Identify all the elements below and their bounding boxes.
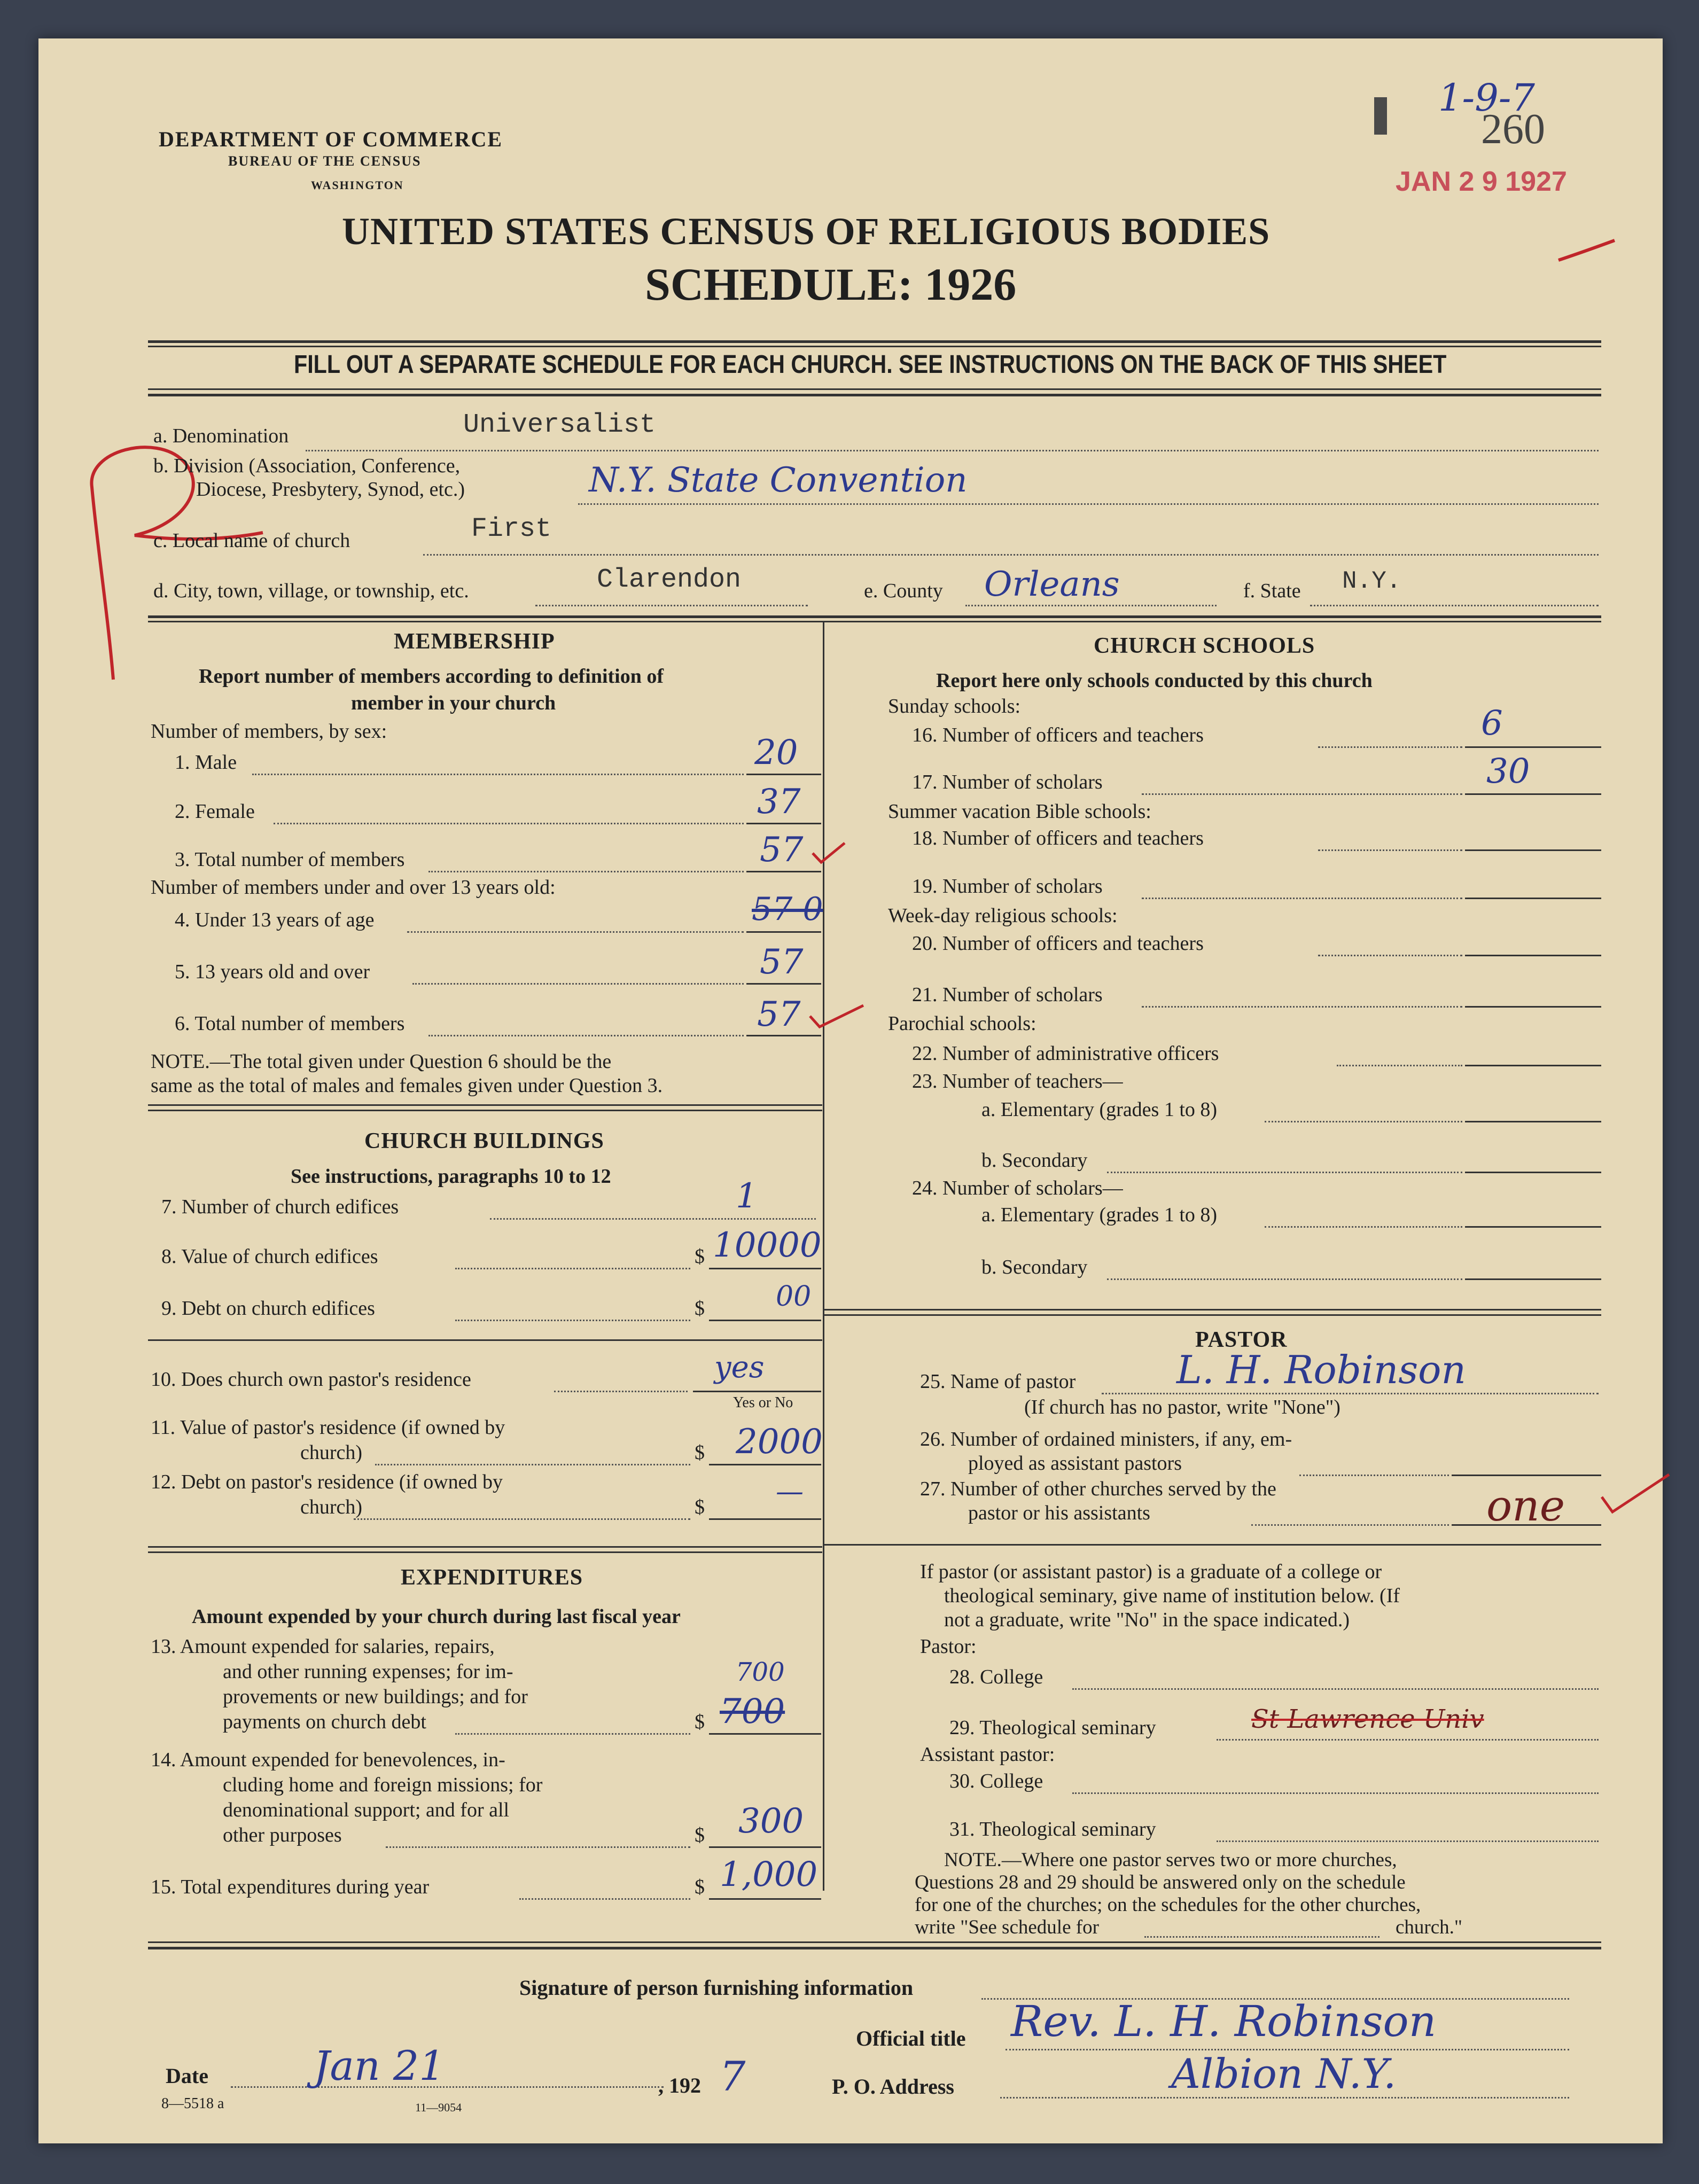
pastor-note-1: NOTE.—Where one pastor serves two or more churches,	[944, 1849, 1397, 1871]
q23a-label: a. Elementary (grades 1 to 8)	[981, 1098, 1218, 1121]
membership-sub-1: Report number of members according to definition of	[199, 665, 664, 688]
q31-label: 31. Theological seminary	[949, 1818, 1156, 1840]
q16-answer: 6	[1481, 704, 1503, 743]
division-value: N.Y. State Convention	[589, 461, 968, 500]
q18-label: 18. Number of officers and teachers	[912, 827, 1204, 849]
city-label: d. City, town, village, or township, etc.	[153, 580, 469, 602]
q23b-label: b. Secondary	[981, 1149, 1088, 1172]
q25-note: (If church has no pastor, write "None")	[1024, 1396, 1341, 1418]
q15-label: 15. Total expenditures during year	[151, 1876, 430, 1898]
q27-label-1: 27. Number of other churches served by the	[920, 1478, 1276, 1500]
by-sex-label: Number of members, by sex:	[151, 720, 387, 743]
date-label: Date	[166, 2064, 208, 2088]
official-title-value: Rev. L. H. Robinson	[1011, 1996, 1437, 2046]
q27-answer: one	[1486, 1481, 1565, 1531]
po-address-value: Albion N.Y.	[1171, 2050, 1397, 2097]
q8-dollar: $	[695, 1245, 705, 1268]
buildings-heading: CHURCH BUILDINGS	[364, 1129, 604, 1153]
q22-label: 22. Number of administrative officers	[912, 1042, 1219, 1065]
year-digit: 7	[720, 2053, 746, 2100]
schools-heading: CHURCH SCHOOLS	[1094, 634, 1315, 658]
membership-sub-2: member in your church	[351, 692, 556, 714]
q26-label-1: 26. Number of ordained ministers, if any, em-	[920, 1428, 1292, 1450]
q24-label: 24. Number of scholars—	[912, 1177, 1123, 1199]
graduate-note-3: not a graduate, write "No" in the space indicated.)	[944, 1609, 1350, 1631]
q12-label-1: 12. Debt on pastor's residence (if owned by	[151, 1471, 503, 1493]
q7-answer: 1	[736, 1176, 758, 1216]
q12-label-2: church)	[300, 1496, 363, 1518]
denomination-value: Universalist	[463, 410, 656, 440]
q29-label: 29. Theological seminary	[949, 1717, 1156, 1739]
q13-label-3: provements or new buildings; and for	[223, 1686, 528, 1708]
weekday-schools-label: Week-day religious schools:	[888, 904, 1118, 927]
q26-label-2: ployed as assistant pastors	[968, 1452, 1182, 1475]
q6-check-mark	[808, 1000, 867, 1032]
pastor-heading: PASTOR	[1195, 1328, 1288, 1352]
q20-label: 20. Number of officers and teachers	[912, 932, 1204, 955]
county-label: e. County	[864, 580, 943, 602]
date-value: Jan 21	[314, 2042, 445, 2089]
q15-dollar: $	[695, 1876, 705, 1898]
summer-schools-label: Summer vacation Bible schools:	[888, 800, 1151, 823]
pastor-note-5: church."	[1396, 1916, 1463, 1938]
denomination-label: a. Denomination	[153, 425, 289, 447]
graduate-note-1: If pastor (or assistant pastor) is a graduate of a college or	[920, 1561, 1382, 1583]
q3-label: 3. Total number of members	[175, 848, 405, 871]
state-label: f. State	[1243, 580, 1301, 602]
membership-note-1: NOTE.—The total given under Question 6 should be the	[151, 1050, 612, 1073]
division-label-2: Diocese, Presbytery, Synod, etc.)	[196, 478, 465, 501]
form-number: 8—5518 a	[161, 2095, 224, 2112]
year-prefix: , 192	[658, 2073, 701, 2097]
bureau-label: BUREAU OF THE CENSUS	[228, 153, 422, 169]
q8-answer: 10000	[713, 1226, 822, 1265]
city-value: Clarendon	[597, 565, 742, 595]
q13-label-1: 13. Amount expended for salaries, repairs,	[151, 1635, 495, 1658]
q2-label: 2. Female	[175, 800, 255, 823]
department-label: DEPARTMENT OF COMMERCE	[159, 127, 503, 151]
division-label-1: b. Division (Association, Conference,	[153, 455, 461, 477]
q9-dollar: $	[695, 1297, 705, 1320]
q14-answer: 300	[738, 1801, 804, 1841]
q25-label: 25. Name of pastor	[920, 1370, 1076, 1393]
q28-label: 28. College	[949, 1666, 1043, 1688]
q29-answer: St Lawrence Univ	[1251, 1704, 1484, 1734]
q16-label: 16. Number of officers and teachers	[912, 724, 1204, 746]
file-number: 260	[1481, 106, 1545, 153]
q11-answer: 2000	[736, 1422, 823, 1462]
q14-dollar: $	[695, 1824, 705, 1846]
q11-label-1: 11. Value of pastor's residence (if owned by	[151, 1416, 505, 1439]
handwritten-file-note: 1-9-7	[1438, 76, 1535, 120]
q4-label: 4. Under 13 years of age	[175, 909, 375, 931]
q13-original-answer: 700	[720, 1692, 785, 1731]
official-title-label: Official title	[856, 2026, 966, 2050]
schools-sub: Report here only schools conducted by this church	[936, 669, 1373, 692]
signature-label: Signature of person furnishing information	[519, 1976, 914, 2000]
po-address-label: P. O. Address	[832, 2074, 954, 2099]
q17-answer: 30	[1486, 752, 1530, 791]
q10-label: 10. Does church own pastor's residence	[151, 1368, 471, 1391]
sunday-schools-label: Sunday schools:	[888, 695, 1021, 717]
q24b-label: b. Secondary	[981, 1256, 1088, 1278]
q14-label-2: cluding home and foreign missions; for	[223, 1774, 543, 1796]
q11-label-2: church)	[300, 1441, 363, 1464]
membership-note-2: same as the total of males and females given under Question 3.	[151, 1074, 663, 1097]
q1-answer: 20	[754, 733, 798, 773]
red-check-mark	[1556, 236, 1620, 268]
instruction-banner: FILL OUT A SEPARATE SCHEDULE FOR EACH CHURCH. SEE INSTRUCTIONS ON THE BACK OF THIS SHEET	[294, 350, 1447, 379]
punch-mark	[1374, 97, 1387, 135]
q13-corrected-answer: 700	[736, 1657, 785, 1687]
q3-check-mark	[810, 840, 848, 867]
assistant-pastor-sublabel: Assistant pastor:	[920, 1743, 1055, 1766]
buildings-sub: See instructions, paragraphs 10 to 12	[291, 1165, 611, 1188]
q11-dollar: $	[695, 1441, 705, 1464]
q6-label: 6. Total number of members	[175, 1012, 405, 1035]
q2-answer: 37	[757, 782, 801, 822]
q17-label: 17. Number of scholars	[912, 771, 1103, 793]
received-date-stamp: JAN 2 9 1927	[1396, 166, 1567, 197]
by-age-label: Number of members under and over 13 years old:	[151, 876, 556, 899]
q23-label: 23. Number of teachers—	[912, 1070, 1123, 1093]
membership-heading: MEMBERSHIP	[394, 629, 555, 654]
q15-answer: 1,000	[720, 1855, 818, 1894]
q3-answer: 57	[760, 830, 804, 870]
q24a-label: a. Elementary (grades 1 to 8)	[981, 1204, 1218, 1226]
expenditures-heading: EXPENDITURES	[401, 1565, 583, 1590]
pastor-note-2: Questions 28 and 29 should be answered only on the schedule	[915, 1871, 1406, 1893]
q14-label-1: 14. Amount expended for benevolences, in-	[151, 1749, 505, 1771]
q5-label: 5. 13 years old and over	[175, 961, 370, 983]
q21-label: 21. Number of scholars	[912, 984, 1103, 1006]
schedule-title: SCHEDULE: 1926	[645, 259, 1017, 310]
q4-answer: 57 0	[752, 891, 823, 928]
census-form-sheet	[38, 38, 1663, 2143]
q27-check-mark	[1599, 1470, 1673, 1518]
q6-answer: 57	[757, 995, 801, 1034]
q14-label-4: other purposes	[223, 1824, 342, 1846]
pastor-note-4: write "See schedule for	[915, 1916, 1099, 1938]
q12-dollar: $	[695, 1496, 705, 1518]
q30-label: 30. College	[949, 1770, 1043, 1792]
yes-no-hint: Yes or No	[733, 1394, 793, 1411]
parochial-schools-label: Parochial schools:	[888, 1012, 1036, 1035]
q1-label: 1. Male	[175, 751, 237, 774]
local-name-value: First	[471, 514, 552, 544]
state-value: N.Y.	[1342, 567, 1401, 595]
print-number: 11—9054	[415, 2101, 462, 2114]
q9-answer: 00	[776, 1281, 812, 1313]
expenditures-sub: Amount expended by your church during last fiscal year	[192, 1605, 681, 1628]
q5-answer: 57	[760, 942, 804, 982]
q19-label: 19. Number of scholars	[912, 875, 1103, 898]
pastor-name-answer: L. H. Robinson	[1176, 1347, 1466, 1392]
county-value: Orleans	[984, 565, 1120, 604]
q14-label-3: denominational support; and for all	[223, 1799, 510, 1821]
form-title: UNITED STATES CENSUS OF RELIGIOUS BODIES	[342, 210, 1271, 253]
q10-answer: yes	[714, 1350, 765, 1385]
q7-label: 7. Number of church edifices	[161, 1196, 399, 1218]
q13-dollar: $	[695, 1711, 705, 1733]
city-label: WASHINGTON	[311, 178, 404, 192]
q12-answer: —	[776, 1476, 804, 1508]
q27-label-2: pastor or his assistants	[968, 1502, 1150, 1524]
local-name-label: c. Local name of church	[153, 529, 350, 552]
q8-label: 8. Value of church edifices	[161, 1245, 378, 1268]
q13-label-4: payments on church debt	[223, 1711, 426, 1733]
pastor-note-3: for one of the churches; on the schedules for the other churches,	[915, 1894, 1421, 1916]
pastor-sublabel: Pastor:	[920, 1635, 977, 1658]
q9-label: 9. Debt on church edifices	[161, 1297, 375, 1320]
graduate-note-2: theological seminary, give name of institution below. (If	[944, 1585, 1400, 1607]
q13-label-2: and other running expenses; for im-	[223, 1660, 513, 1683]
